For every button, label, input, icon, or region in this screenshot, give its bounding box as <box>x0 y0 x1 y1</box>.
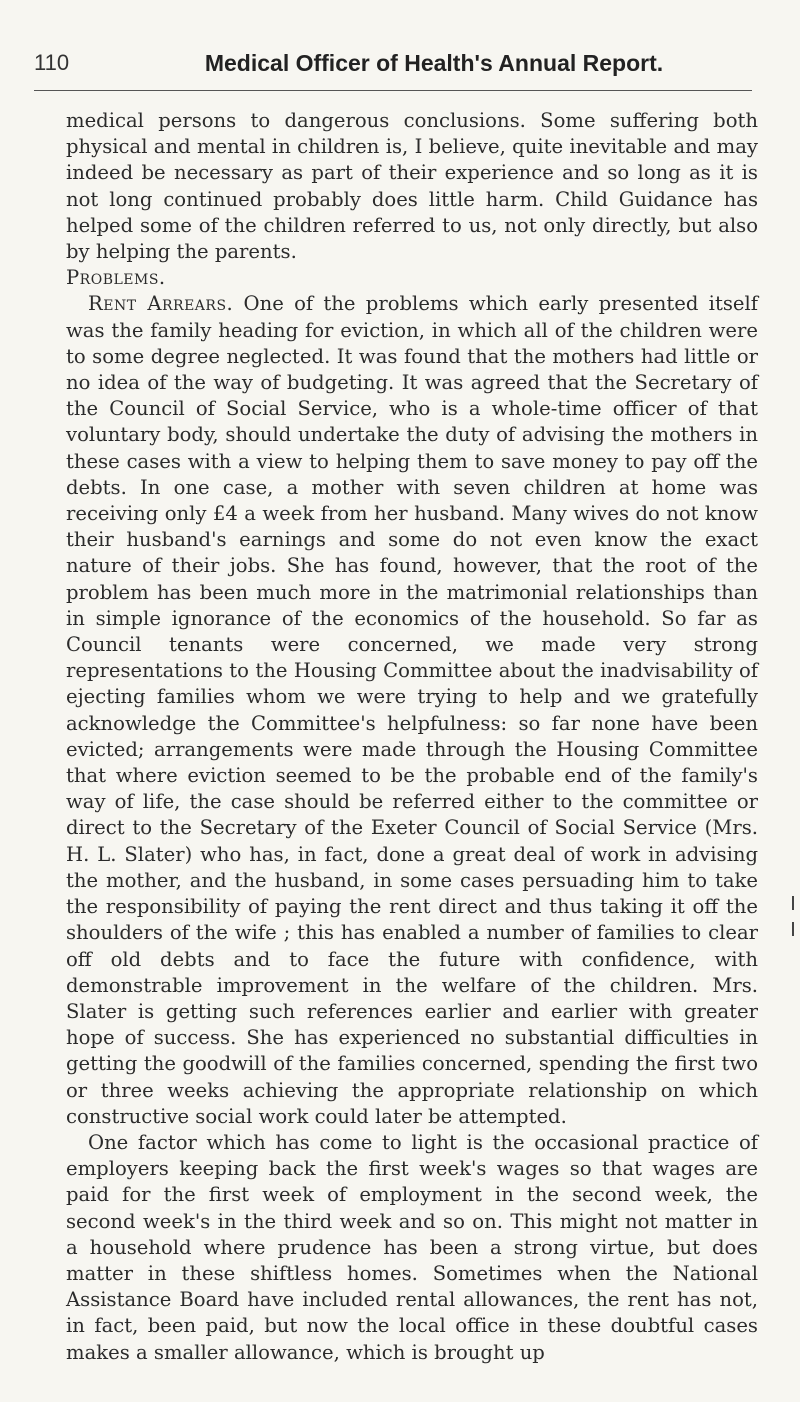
paragraph-wages: One factor which has come to light is the occasional practice of employers keeping back the first week's wages so that wages are paid for the first week of employment in the second week, the second week's in the third week and so on. This might not matter in a household where prudence has been a strong virtue, but does matter in these shiftless homes. Sometimes when the National Assistance Board have included rental allowances, the rent has not, in fact, been paid, but now the local office in these doubtful cases makes a smaller allowance, which is brought up <box>66 1130 758 1364</box>
body-text <box>66 108 758 1366</box>
page-number: 110 <box>34 50 70 75</box>
edge-mark <box>792 922 794 936</box>
paragraph-rent-arrears-text: One of the problems which early presented itself was the family heading for eviction, in which all of the children were to some degree neglected. It was found that the mothers had little or no idea of the way of budgeting. It was agreed that the Secretary of the Council of Social Service, who is a whole-time officer of that voluntary body, should undertake the duty of advising the mothers in these cases with a view to helping them to save money to pay off the debts. In one case, a mother with seven children at home was receiving only £4 a week from her husband. Many wives do not know their husband's earnings and some do not even know the exact nature of their jobs. She has found, however, that the root of the problem has been much more in the matrimonial relationships than in simple ignorance of the economics of the household. So far as Council tenants were concerned, we made very strong representations to the Housing Committee about the inadvisability of ejecting families whom we were trying to help and we gratefully acknowledge the Committee's helpfulness: so far none have been evicted; arrangements were made through the Housing Committee that where eviction seemed to be the probable end of the family's way of life, the case should be referred either to the committee or direct to the Secretary of the Exeter Council of Social Service (Mrs. H. L. Slater) who has, in fact, done a great deal of work in advising the mother, and the husband, in some cases persuading him to take the responsibility of paying the rent direct and thus taking it off the shoulders of the wife ; this has enabled a number of families to clear off old debts and to face the future with confidence, with demonstrable improvement in the welfare of the children. Mrs. Slater is getting such references earlier and earlier with greater hope of success. She has experienced no substantial difficulties in getting the goodwill of the families concerned, spending the first two or three weeks achieving the appropriate relationship on which constructive social work could later be attempted. <box>66 292 758 1128</box>
paragraph-rent-arrears <box>66 291 758 1130</box>
report-title: Medical Officer of Health's Annual Report. <box>204 50 664 76</box>
section-heading: Problems. <box>66 266 166 290</box>
running-header <box>34 50 752 91</box>
edge-mark <box>792 896 794 910</box>
subheading-rent-arrears: Rent Arrears. <box>88 292 234 316</box>
paragraph-continued: medical persons to dangerous conclusions. Some suffering both physical and mental in children is, I believe, quite inevitable and may indeed be necessary as part of their experience and so long as it is not long continued probably does little harm. Child Guidance has helped some of the children referred to us, not only directly, but also by helping the parents. <box>66 109 758 264</box>
